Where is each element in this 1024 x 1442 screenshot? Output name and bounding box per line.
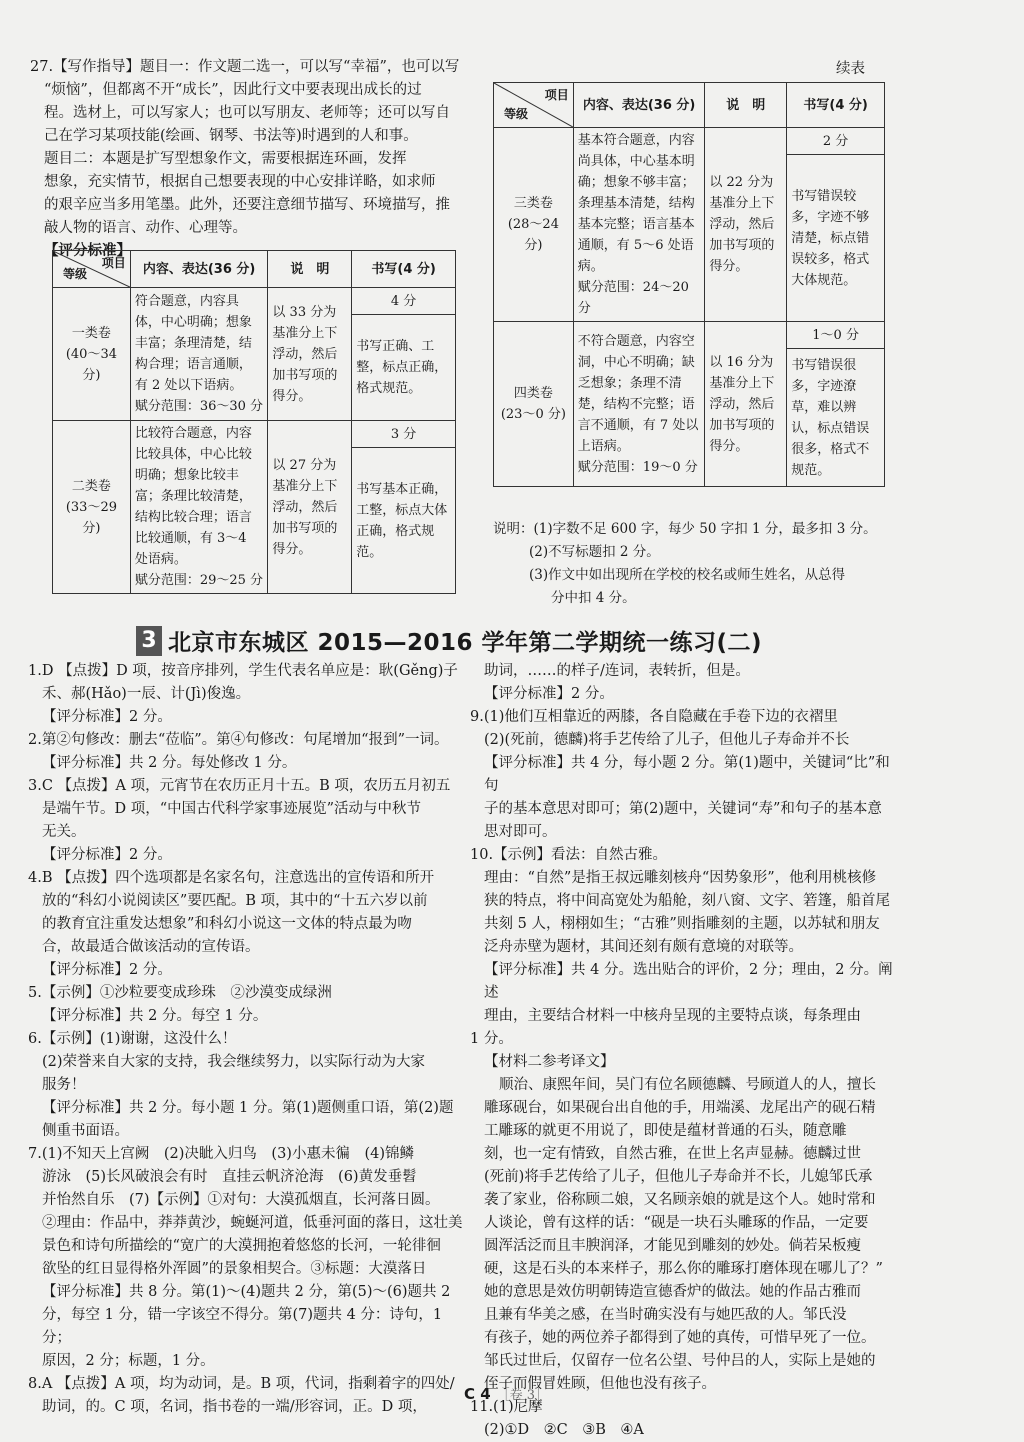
answer-line: 的教育宜注重发达想象”和科幻小说这一文体的特点最为吻 [42, 916, 412, 932]
answer-line: 顺治、康熙年间，吴门有位名顾德麟、号顾道人的人，擅长 [470, 1077, 876, 1093]
header-content: 内容、表达(36 分) [130, 251, 268, 288]
answer-line: 6.【示例】(1)谢谢，这没什么！ [28, 1031, 237, 1047]
answer-line: 硬，这是石头的本来样子，那么你的雕琢打磨体现在哪儿了？” [484, 1261, 883, 1277]
score-cell: 3 分 [352, 421, 456, 448]
answer-line: 9.(1)他们互相靠近的两膝，各自隐藏在手卷下边的衣褶里 [470, 709, 838, 725]
answer-line: 是端午节。D 项，“中国古代科学家事迹展览”活动与中秋节 [42, 801, 422, 817]
answer-line: 侄子而假冒姓顾，但他也没有孩子。 [484, 1376, 716, 1392]
q27-line: 敲人物的语言、动作、心理等。 [44, 220, 247, 236]
note-cell: 以 33 分为基准分上下浮动，然后加书写项的得分。 [268, 288, 352, 421]
answer-line: 10.【示例】看法：自然古雅。 [470, 847, 668, 863]
answer-line: 共刻 5 人，栩栩如生；“古雅”则指雕刻的主题，以苏轼和朋友 [484, 916, 880, 932]
note-line: (3)作文中如出现所在学校的校名或师生姓名，从总得 [529, 567, 846, 583]
scoring-table-part2 [493, 82, 885, 487]
note-line: 分中扣 4 分。 [551, 590, 636, 606]
answer-line: 泛舟赤壁为题材，其间还刻有颇有意境的对联等。 [484, 939, 803, 955]
answer-line: 【评分标准】共 4 分。选出贴合的评价，2 分；理由，2 分。阐述 [484, 962, 893, 1001]
answer-line: (死前)将手艺传给了儿子，但他儿子寿命并不长，儿媳邹氏承 [484, 1169, 873, 1185]
answer-line: 【评分标准】2 分。 [42, 847, 172, 863]
answer-line: 【评分标准】2 分。 [42, 962, 172, 978]
section-title-text: 北京市东城区 2015—2016 学年第二学期统一练习(二) [168, 630, 763, 656]
answer-line: 【评分标准】2 分。 [42, 709, 172, 725]
scoring-table-part1 [52, 250, 456, 594]
answer-line: 1 分。 [470, 1031, 513, 1047]
answer-line: 侧重书面语。 [42, 1123, 129, 1139]
answer-line: 游泳 (5)长风破浪会有时 直挂云帆济沧海 (6)黄发垂髫 [42, 1169, 417, 1185]
note-cell: 以 22 分为基准分上下浮动，然后加书写项的得分。 [705, 128, 787, 322]
level-cell: 三类卷 (28～24 分) [494, 128, 574, 322]
answer-line: 【评分标准】共 4 分，每小题 2 分。第(1)题中，关键词“比”和句 [484, 755, 890, 794]
answer-line: (2)(死前，德麟)将手艺传给了儿子，但他儿子寿命并不长 [484, 732, 850, 748]
answer-line: 11.(1)尼摩 [470, 1399, 543, 1415]
header-content: 内容、表达(36 分) [573, 83, 705, 128]
answer-line: 雕琢砚台，如果砚台出自他的手，用端溪、龙尾出产的砚石精 [484, 1100, 876, 1116]
level-cell: 四类卷 (23～0 分) [494, 322, 574, 487]
answer-line: 有孩子，她的两位养子都得到了她的真传，可惜早死了一位。 [484, 1330, 876, 1346]
table-notes [493, 518, 913, 610]
section-number: 3 [136, 626, 162, 656]
answer-line: 圆浑活泛而且丰腴润泽，才能见到雕刻的妙处。倘若呆板瘦 [484, 1238, 861, 1254]
score-cell: 2 分 [787, 128, 885, 155]
answer-line: 5.【示例】①沙粒要变成珍珠 ②沙漠变成绿洲 [28, 985, 332, 1001]
answer-line: 且兼有华美之感，在当时确实没有与她匹敌的人。邹氏没 [484, 1307, 847, 1323]
content-cell: 基本符合题意，内容尚具体，中心基本明确；想象不够丰富；条理基本清楚，结构基本完整；语言基本通顺，有 5～6 处语病。 赋分范围：24～20 分 [573, 128, 705, 322]
answer-line: 袭了家业，俗称顾二娘，又名顾亲娘的就是这个人。她时常和 [484, 1192, 876, 1208]
answers-left-column [28, 660, 464, 1419]
answer-line: 7.(1)不知天上宫阙 (2)决眦入归鸟 (3)小惠未徧 (4)锦鳞 [28, 1146, 414, 1162]
answer-line: 邹氏过世后，仅留存一位名公望、号仲吕的人，实际上是她的 [484, 1353, 876, 1369]
answer-line: 工雕琢的就更不用说了，即使是蕴材普通的石头，随意雕 [484, 1123, 847, 1139]
score-cell: 1～0 分 [787, 322, 885, 349]
header-writing: 书写(4 分) [787, 83, 885, 128]
answer-line: 合，故最适合做该活动的宣传语。 [42, 939, 260, 955]
writing-cell: 书写错误较多，字迹不够清楚，标点错误较多，格式大体规范。 [787, 155, 885, 322]
answer-line: 8.A 【点拨】A 项，均为动词，是。B 项，代词，指剩着字的四处/ [28, 1376, 455, 1392]
table-header-diagonal: 项目 等级 [53, 251, 131, 288]
q27-line: 想象，充实情节，根据自己想要表现的中心安排详略，如求师 [44, 174, 436, 190]
answers-right-column [470, 660, 900, 1442]
note-line: (2)不写标题扣 2 分。 [529, 544, 660, 560]
scoring-standard-label: 【评分标准】 [44, 243, 131, 259]
note-cell: 以 27 分为基准分上下浮动，然后加书写项的得分。 [268, 421, 352, 594]
answer-line: 放的“科幻小说阅读区”要匹配。B 项，其中的“十五六岁以前 [42, 893, 428, 909]
answer-line: 理由，主要结合材料一中核舟呈现的主要特点谈，每条理由 [484, 1008, 861, 1024]
answer-line: 分，每空 1 分，错一字该空不得分。第(7)题共 4 分：诗句，1 分； [42, 1307, 443, 1346]
answer-line: 助词，的。C 项，名词，指书卷的一端/形容词，正。D 项， [42, 1399, 427, 1415]
header-writing: 书写(4 分) [352, 251, 456, 288]
writing-cell: 书写基本正确，工整，标点大体正确，格式规范。 [352, 448, 456, 594]
content-cell: 符合题意，内容具体，中心明确；想象丰富；条理清楚，结构合理；语言通顺，有 2 处以下语病。 赋分范围：36～30 分 [130, 288, 268, 421]
q27-line: 程。选材上，可以写家人；也可以写朋友、老师等；还可以写自 [44, 105, 450, 121]
content-cell: 不符合题意，内容空洞，中心不明确；缺乏想象；条理不清楚，结构不完整；语言不通顺，有 7 处以上语病。 赋分范围：19～0 分 [573, 322, 705, 487]
answer-line: 无关。 [42, 824, 86, 840]
continued-label: 续表 [836, 61, 865, 77]
answer-line: 4.B 【点拨】四个选项都是名家名句，注意选出的宣传语和所开 [28, 870, 435, 886]
answer-line: (2)荣誉来自大家的支持，我会继续努力，以实际行动为大家 [42, 1054, 426, 1070]
q27-line: 题目二：本题是扩写型想象作文，需要根据连环画，发挥 [44, 151, 407, 167]
page-footer [464, 1384, 548, 1403]
table-header-diagonal: 项目 等级 [494, 83, 574, 128]
q27-line: 的艰辛应当多用笔墨。此外，还要注意细节描写、环境描写，推 [44, 197, 450, 213]
header-note: 说 明 [705, 83, 787, 128]
answer-line: 并怡然自乐 (7)【示例】①对句：大漠孤烟直，长河落日圆。 [42, 1192, 440, 1208]
answer-line: 子的基本意思对即可；第(2)题中，关键词“寿”和句子的基本意 [484, 801, 882, 817]
answer-line: 狭的特点，将中间高宽处为船舱，刻八窗、文字、箬篷，船首尾 [484, 893, 890, 909]
answer-line: 【材料二参考译文】 [484, 1054, 615, 1070]
answer-line: 服务！ [42, 1077, 86, 1093]
score-cell: 4 分 [352, 288, 456, 315]
answer-line: 2.第②句修改：删去“莅临”。第④句修改：句尾增加“报到”一词。 [28, 732, 449, 748]
answer-line: 助词，……的样子/连词，表转折，但是。 [484, 663, 750, 679]
level-cell: 二类卷 (33～29 分) [53, 421, 131, 594]
sheet-label: ［卷 3］ [496, 1388, 549, 1403]
answer-line: 她的意思是效仿明朝铸造宣德香炉的做法。她的作品古雅而 [484, 1284, 861, 1300]
note-line: 说明：(1)字数不足 600 字，每少 50 字扣 1 分，最多扣 3 分。 [493, 521, 877, 537]
note-cell: 以 16 分为基准分上下浮动，然后加书写项的得分。 [705, 322, 787, 487]
answer-line: ②理由：作品中，莽莽黄沙，蜿蜒河道，低垂河面的落日，这壮美 [42, 1215, 463, 1231]
answer-line: 欲坠的红日显得格外浑圆”的景象相契合。③标题：大漠落日 [42, 1261, 427, 1277]
answer-line: 思对即可。 [484, 824, 557, 840]
level-cell: 一类卷 (40～34 分) [53, 288, 131, 421]
content-cell: 比较符合题意，内容比较具体，中心比较明确；想象比较丰富；条理比较清楚，结构比较合理；语言比较通顺，有 3～4 处语病。 赋分范围：29～25 分 [130, 421, 268, 594]
q27-line: 己在学习某项技能(绘画、钢琴、书法等)时遇到的人和事。 [44, 128, 418, 144]
answer-line: 3.C 【点拨】A 项，元宵节在农历正月十五。B 项，农历五月初五 [28, 778, 451, 794]
answer-line: 禾、郝(Hǎo)一辰、计(Jì)俊逸。 [42, 686, 251, 702]
answer-line: 1.D 【点拨】D 项，按音序排列，学生代表名单应是：耿(Gěng)子 [28, 663, 458, 679]
page-number: C 4 [464, 1384, 491, 1403]
q27-line: 27.【写作指导】题目一：作文题二选一，可以写“幸福”，也可以写 [30, 59, 460, 75]
answer-line: 人谈论，曾有这样的话：“砚是一块石头雕琢的作品，一定要 [484, 1215, 869, 1231]
answer-line: 【评分标准】共 2 分。每小题 1 分。第(1)题侧重口语，第(2)题 [42, 1100, 454, 1116]
writing-cell: 书写正确、工整，标点正确，格式规范。 [352, 315, 456, 421]
answer-line: 原因，2 分；标题，1 分。 [42, 1353, 215, 1369]
q27-guidance [30, 56, 470, 263]
q27-line: “烦恼”，但都离不开“成长”，因此行文中要表现出成长的过 [44, 82, 422, 98]
answer-line: 【评分标准】共 8 分。第(1)～(4)题共 2 分，第(5)～(6)题共 2 [42, 1284, 451, 1300]
writing-cell: 书写错误很多，字迹潦草，难以辨认，标点错误很多，格式不规范。 [787, 349, 885, 487]
section-title [136, 624, 762, 657]
answer-line: 【评分标准】共 2 分。每处修改 1 分。 [42, 755, 297, 771]
header-note: 说 明 [268, 251, 352, 288]
answer-line: 景色和诗句所描绘的“宽广的大漠拥抱着悠悠的长河，一轮徘徊 [42, 1238, 441, 1254]
answer-line: 理由：“自然”是指王叔远雕刻核舟“因势象形”，他利用桃核修 [484, 870, 877, 886]
answer-line: 刻，也一定有情致，自然古雅，在世上名声显赫。德麟过世 [484, 1146, 861, 1162]
answer-line: (2)①D ②C ③B ④A [484, 1422, 644, 1438]
answer-line: 【评分标准】共 2 分。每空 1 分。 [42, 1008, 268, 1024]
answer-line: 【评分标准】2 分。 [484, 686, 614, 702]
